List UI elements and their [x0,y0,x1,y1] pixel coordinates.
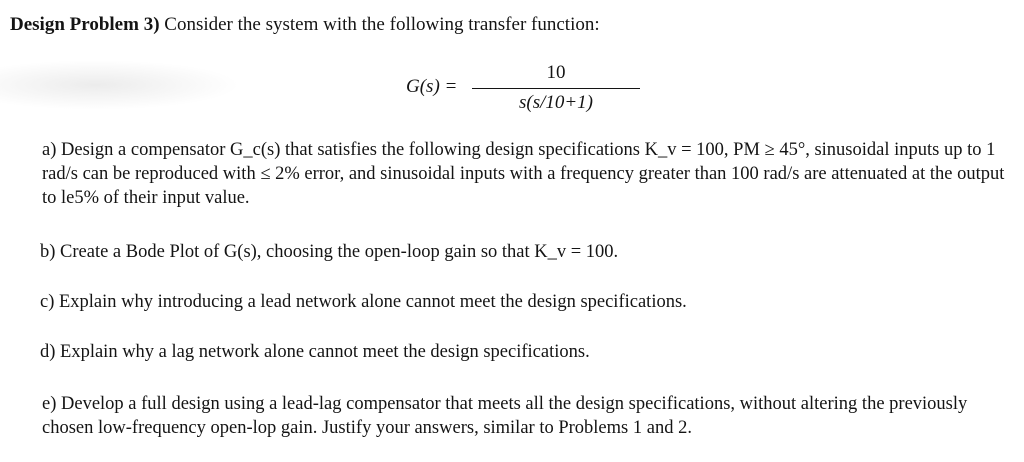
part-e-text: e) Develop a full design using a lead-lag compensator that meets all the design specifications, without altering the previously chosen low-frequency open-lop gain. Justify your answers, similar to Problems 1 and 2. [42,394,968,438]
scan-smudge [0,60,240,110]
part-a-text: a) Design a compensator G_c(s) that satisfies the following design specifications K_v = 100, PM ≥ 45°, sinusoidal inputs up to 1 rad/s can be reproduced with ≤ 2% error, and sinusoidal inputs with a frequency greater than 100 rad/s are attenuated at the output to le5% of their input value. [42,140,1005,208]
problem-intro: Consider the system with the following transfer function: [164,14,600,35]
part-d: d) Explain why a lag network alone cannot meet the design specifications. [40,342,590,362]
equation-lhs: G(s) = [406,76,458,97]
equation-numerator: 10 [546,62,566,83]
fraction-bar [472,88,640,89]
part-c: c) Explain why introducing a lead network alone cannot meet the design specifications. [40,292,687,312]
part-e [8,392,1018,440]
part-a [8,138,1016,210]
problem-heading [10,14,600,36]
problem-label: Design Problem 3) [10,14,160,35]
part-b: b) Create a Bode Plot of G(s), choosing the open-loop gain so that K_v = 100. [40,242,619,262]
equation-denominator: s(s/10+1) [518,92,594,113]
equation-fraction [472,62,640,114]
